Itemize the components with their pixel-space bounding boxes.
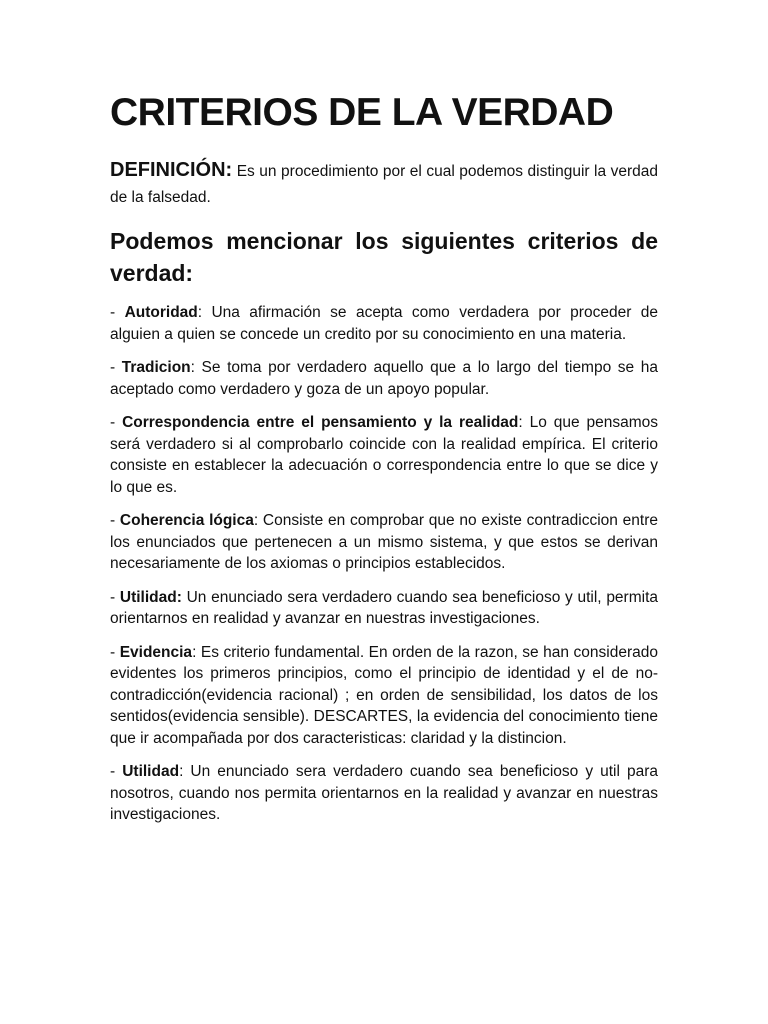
criterion-text: : Es criterio fundamental. En orden de la razon, se han considerado evidentes los primeros principios, como el principio de identidad y el de no-contradicción(evidencia racional) ; en orden de sensibilidad, los datos de los sentidos(evidencia sensible). DESCARTES, la evidencia del conocimiento tiene que ir acompañada por dos caracteristicas: claridad y la distincion. [110,643,658,747]
criterion-bullet: - [110,763,123,780]
definition-label: DEFINICIÓN: [110,159,233,181]
criterion-evidencia [110,642,658,750]
criteria-subtitle: Podemos mencionar los siguientes criterios de verdad: [110,228,658,286]
criterion-utilidad-1 [110,587,658,630]
criteria-list [110,302,658,838]
criterion-term: Correspondencia entre el pensamiento y la realidad [122,414,519,431]
criterion-bullet: - [110,414,123,431]
criterion-tradicion [110,357,658,400]
criterion-bullet: - [110,512,120,529]
definition-text: Es un procedimiento por el cual podemos distinguir la verdad de la falsedad. [110,163,658,206]
criterion-correspondencia [110,412,658,498]
criterion-autoridad [110,302,658,345]
criterion-term: Autoridad [124,304,198,321]
criterion-bullet: - [110,588,120,606]
criterion-text: : Una afirmación se acepta como verdadera por proceder de alguien a quien se concede un credito por su conocimiento en una materia. [110,304,659,343]
criterion-coherencia [110,510,658,575]
criterion-text: Un enunciado sera verdadero cuando sea beneficioso y util, permita orientarnos en realidad y avanzar en nuestras investigaciones. [110,588,658,627]
criterion-term: Evidencia [119,643,193,661]
criterion-text: : Un enunciado sera verdadero cuando sea beneficioso y util para nosotros, cuando nos permita orientarnos en la realidad y avanzar en nuestras investigaciones. [110,763,659,823]
criterion-text: : Consiste en comprobar que no existe contradiccion entre los enunciados que pertenecen a un mismo sistema, y que estos se derivan necesariamente de los axiomas o principios establecidos. [110,512,658,572]
criterion-term: Tradicion [121,359,191,376]
criterion-term: Utilidad [122,763,180,780]
criterion-bullet: - [110,643,120,661]
criterion-term: Coherencia lógica [119,512,254,529]
criterion-text: : Lo que pensamos será verdadero si al comprobarlo coincide con la realidad empírica. El criterio consiste en establecer la adecuación o correspondencia entre lo que se dice y lo que es. [110,414,659,496]
criterion-term: Utilidad: [119,588,182,606]
criterion-text: : Se toma por verdadero aquello que a lo largo del tiempo se ha aceptado como verdadero y goza de un apoyo popular. [110,359,658,398]
criterion-bullet: - [110,304,125,321]
document-title: CRITERIOS DE LA VERDAD [110,91,614,134]
criterion-bullet: - [110,359,122,376]
definition-paragraph [110,157,658,211]
criterion-utilidad-2 [110,761,658,826]
